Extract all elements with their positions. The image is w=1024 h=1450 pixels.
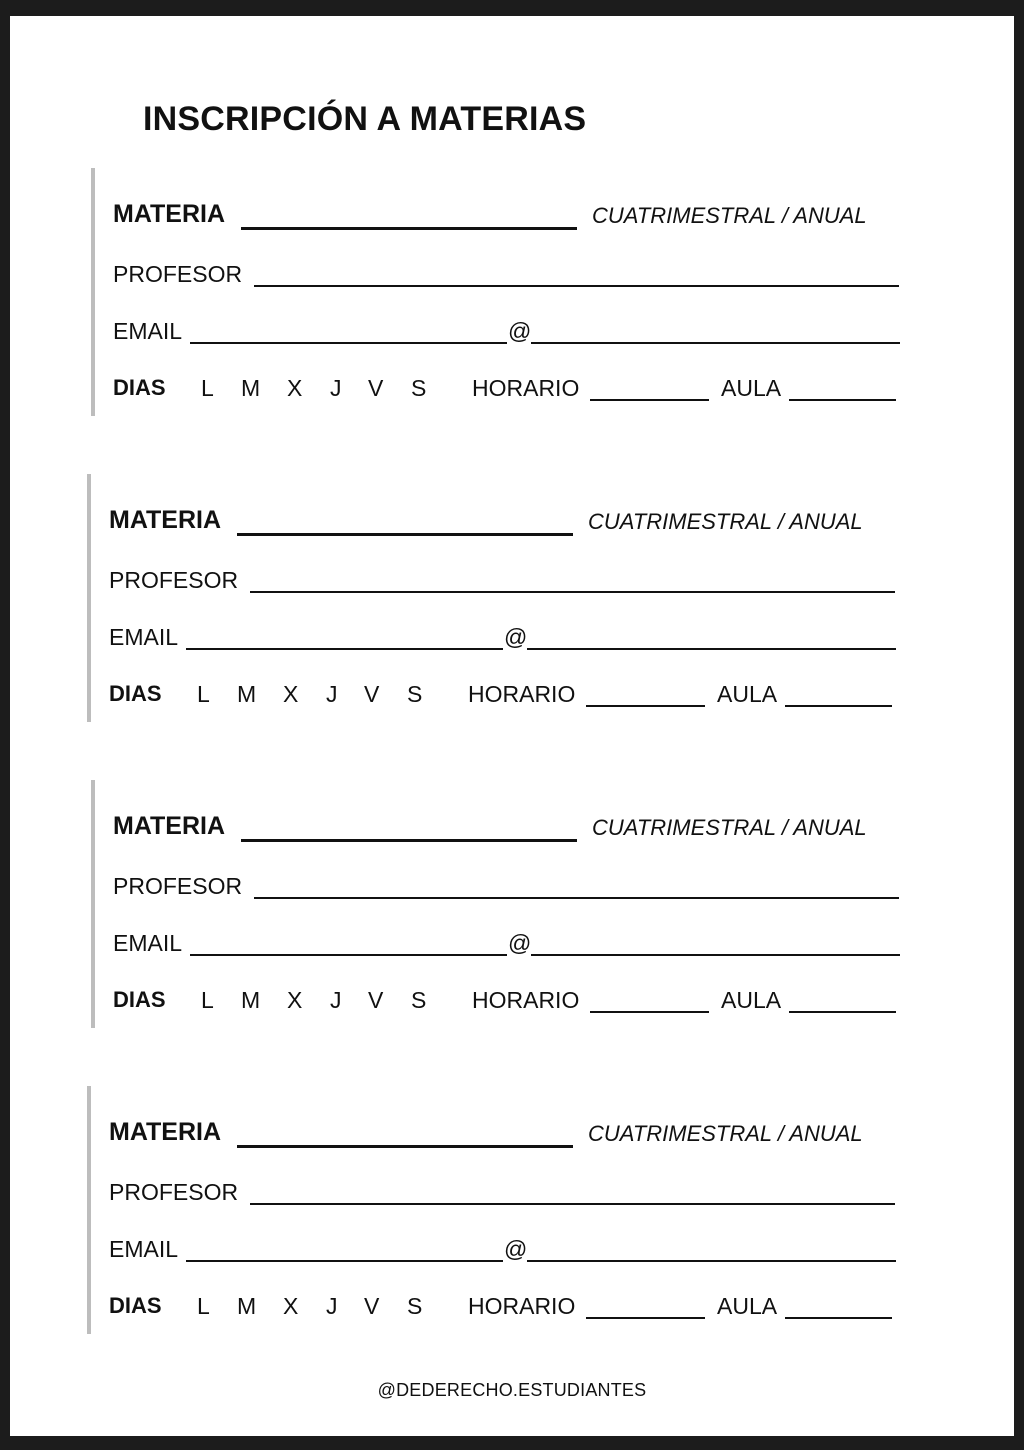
day-martes[interactable]: M (237, 681, 257, 707)
day-sabado[interactable]: S (411, 375, 427, 401)
horario-field[interactable] (590, 399, 709, 401)
tipo-label[interactable]: CUATRIMESTRAL / ANUAL (588, 1121, 863, 1146)
day-lunes[interactable]: L (197, 1293, 210, 1319)
day-viernes[interactable]: V (368, 987, 384, 1013)
day-lunes[interactable]: L (201, 987, 214, 1013)
day-sabado[interactable]: S (407, 1293, 423, 1319)
horario-field[interactable] (586, 705, 705, 707)
tipo-label[interactable]: CUATRIMESTRAL / ANUAL (592, 815, 867, 840)
profesor-label: PROFESOR (109, 567, 239, 593)
day-martes[interactable]: M (241, 987, 261, 1013)
materia-label: MATERIA (113, 200, 226, 228)
aula-label: AULA (721, 987, 782, 1013)
horario-label: HORARIO (472, 375, 580, 401)
profesor-field[interactable] (254, 897, 899, 899)
day-martes[interactable]: M (241, 375, 261, 401)
day-viernes[interactable]: V (364, 681, 380, 707)
subject-block (91, 168, 911, 416)
day-lunes[interactable]: L (201, 375, 214, 401)
horario-label: HORARIO (468, 681, 576, 707)
email-domain-field[interactable] (527, 648, 896, 650)
subject-block (87, 1086, 907, 1334)
aula-field[interactable] (789, 1011, 896, 1013)
aula-field[interactable] (785, 1317, 892, 1319)
day-jueves[interactable]: J (330, 987, 342, 1013)
at-sign: @ (508, 930, 532, 956)
email-user-field[interactable] (190, 342, 507, 344)
subject-block (87, 474, 907, 722)
aula-label: AULA (717, 1293, 778, 1319)
day-miercoles[interactable]: X (283, 681, 299, 707)
profesor-field[interactable] (250, 1203, 895, 1205)
profesor-field[interactable] (254, 285, 899, 287)
day-lunes[interactable]: L (197, 681, 210, 707)
footer-handle: @DEDERECHO.ESTUDIANTES (377, 1380, 647, 1400)
materia-label: MATERIA (109, 506, 222, 534)
at-sign: @ (508, 318, 532, 344)
day-jueves[interactable]: J (330, 375, 342, 401)
tipo-label[interactable]: CUATRIMESTRAL / ANUAL (588, 509, 863, 534)
block-side-bar (91, 780, 95, 1028)
materia-field[interactable] (237, 1145, 573, 1148)
day-miercoles[interactable]: X (287, 375, 303, 401)
materia-field[interactable] (237, 533, 573, 536)
day-viernes[interactable]: V (364, 1293, 380, 1319)
materia-field[interactable] (241, 227, 577, 230)
email-domain-field[interactable] (527, 1260, 896, 1262)
email-label: EMAIL (113, 318, 183, 344)
dias-label: DIAS (109, 1293, 162, 1318)
day-miercoles[interactable]: X (283, 1293, 299, 1319)
materia-field[interactable] (241, 839, 577, 842)
aula-label: AULA (721, 375, 782, 401)
email-domain-field[interactable] (531, 954, 900, 956)
email-user-field[interactable] (190, 954, 507, 956)
form-sheet (10, 16, 1014, 1436)
horario-label: HORARIO (472, 987, 580, 1013)
horario-label: HORARIO (468, 1293, 576, 1319)
aula-field[interactable] (785, 705, 892, 707)
email-user-field[interactable] (186, 1260, 503, 1262)
day-miercoles[interactable]: X (287, 987, 303, 1013)
profesor-label: PROFESOR (113, 873, 243, 899)
page-title: INSCRIPCIÓN A MATERIAS (143, 100, 587, 138)
email-domain-field[interactable] (531, 342, 900, 344)
tipo-label[interactable]: CUATRIMESTRAL / ANUAL (592, 203, 867, 228)
block-side-bar (87, 1086, 91, 1334)
day-jueves[interactable]: J (326, 1293, 338, 1319)
at-sign: @ (504, 624, 528, 650)
day-sabado[interactable]: S (411, 987, 427, 1013)
day-sabado[interactable]: S (407, 681, 423, 707)
email-user-field[interactable] (186, 648, 503, 650)
dias-label: DIAS (113, 987, 166, 1012)
email-label: EMAIL (109, 624, 179, 650)
aula-label: AULA (717, 681, 778, 707)
materia-label: MATERIA (113, 812, 226, 840)
at-sign: @ (504, 1236, 528, 1262)
email-label: EMAIL (109, 1236, 179, 1262)
block-side-bar (87, 474, 91, 722)
day-jueves[interactable]: J (326, 681, 338, 707)
horario-field[interactable] (586, 1317, 705, 1319)
subject-block (91, 780, 911, 1028)
aula-field[interactable] (789, 399, 896, 401)
profesor-label: PROFESOR (109, 1179, 239, 1205)
day-martes[interactable]: M (237, 1293, 257, 1319)
horario-field[interactable] (590, 1011, 709, 1013)
block-side-bar (91, 168, 95, 416)
day-viernes[interactable]: V (368, 375, 384, 401)
dias-label: DIAS (113, 375, 166, 400)
dias-label: DIAS (109, 681, 162, 706)
materia-label: MATERIA (109, 1118, 222, 1146)
profesor-field[interactable] (250, 591, 895, 593)
email-label: EMAIL (113, 930, 183, 956)
profesor-label: PROFESOR (113, 261, 243, 287)
